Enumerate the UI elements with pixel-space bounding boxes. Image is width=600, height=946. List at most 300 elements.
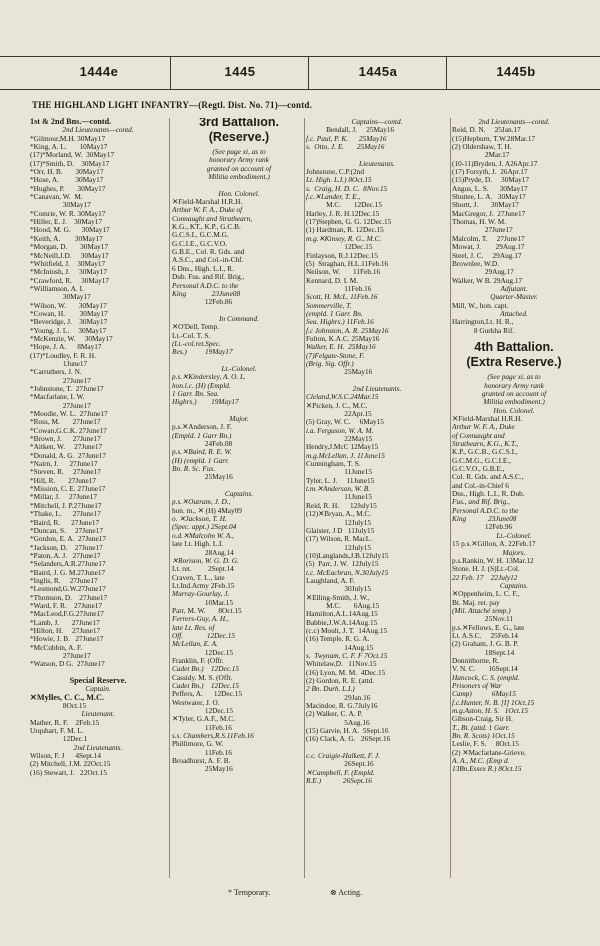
entry-line: *Jackson, D. 27June17	[30, 542, 103, 552]
entry-line: s. Otto, J. E. 25May16	[306, 142, 385, 152]
entry-line: ✕Rorison, W. G. D. G.	[172, 555, 239, 565]
entry-line: *Gilmour,M.H. 30May17	[30, 133, 106, 143]
entry-line: Parr, M. W. 8Oct.15	[172, 605, 242, 615]
entry-line: (Brig. Sig. Offr.)	[306, 358, 354, 368]
entry-line: *Millar, J. 27June17	[30, 492, 97, 502]
entry-line: Res.) 19May17	[172, 347, 233, 357]
entry-line: p.s.✕Anderson, J. F.	[172, 422, 233, 432]
entry-line: Mowat, J. 29Aug.17	[452, 242, 525, 252]
entry-line: 8Oct.15	[30, 701, 87, 711]
entry-line: Laughland, A. F.	[306, 575, 355, 585]
entry-line: (2) Walker, C. A. P.	[306, 709, 363, 719]
entry-line: Kennard, D. I. M.	[306, 275, 359, 285]
entry-line: Johnstone, C.P.(2nd	[306, 167, 364, 177]
entry-line: 11Feb.16	[306, 283, 372, 293]
entry-line: 22Apr.15	[306, 409, 372, 419]
entry-line: late Lt. High. L.I.	[172, 539, 224, 549]
entry-line: Highrs.) 19May17	[172, 397, 239, 407]
entry-line: Brownlee, W.D.	[452, 258, 500, 268]
column-1	[30, 118, 166, 777]
entry-line: granted on account of	[206, 163, 272, 173]
entry-line: *Thomson, D. 27June17	[30, 592, 108, 602]
entry-line: (16) Clark, A. G. 26Sept.16	[306, 734, 391, 744]
entry-line: Thomas, H. W. M.	[452, 217, 507, 227]
entry-line: 12Dec.15	[306, 242, 373, 252]
entry-line: Broadhurst, A. F. B.	[172, 756, 231, 766]
entry-line: Westwater, J. O.	[172, 697, 220, 707]
entry-line: (5) Straghan, H.L.11Feb.16	[306, 258, 389, 268]
entry-line: *Johnstone, T. 27June17	[30, 384, 104, 393]
entry-line: 12Dec.15	[172, 706, 234, 716]
entry-line: G.C.S.I., G.C.M.G.	[172, 230, 229, 240]
entry-line: *McKenzie, W. 30May17	[30, 333, 113, 343]
entry-line: *Hiller, E. J. 30May17	[30, 217, 103, 227]
entry-line: s.s. Chambers,R.S.11Feb.16	[172, 731, 254, 741]
entry-line: Stone. H. J. (S)Lt.-Col.	[452, 564, 520, 574]
entry-line: Steel, J. C. 29Aug.17	[452, 250, 522, 260]
entry-line: 6 Dns., High. L.I., R.	[172, 263, 234, 273]
entry-line: Gibson-Craig, Sir H.	[452, 714, 513, 724]
entry-line: *Donald, A. G. 27June17	[30, 450, 107, 460]
entry-line: Tyler, L. J. 11June15	[306, 475, 375, 485]
entry-line: King 23June08	[172, 288, 241, 298]
entry-line: *Steven, R. 27June17	[30, 467, 101, 477]
entry-line: Angus, L. S. 30May17	[452, 183, 528, 193]
entry-line: p.s.✕Baird, R. E. W.	[172, 447, 232, 457]
entry-line: *Ward, F. R. 27June17	[30, 600, 102, 610]
entry-line: *Inglis, R. 27June17	[30, 575, 98, 585]
entry-line: 27June17	[30, 375, 91, 385]
entry-line: ✕Tyler, G.A.F., M.C.	[172, 714, 235, 724]
entry-line: K.G., KT., K.P., G.C.B.	[172, 222, 241, 232]
entry-line: G.C.I.E., G.C.V.O.	[172, 238, 228, 248]
entry-line: 8 Gurkha Rif.	[452, 325, 515, 335]
entry-line: honorary Army rank	[209, 155, 269, 165]
entry-line: *Gordon, E. A. 27June17	[30, 534, 107, 544]
entry-line: s. Twynam, C. F. F 7Oct.15	[306, 651, 388, 660]
entry-line: (Extra Reserve.)	[466, 355, 562, 370]
entry-line: 22May15	[306, 434, 373, 444]
entry-line: (Empld. 1 Garr Bn.)	[172, 430, 232, 440]
entry-line: *Lamb, J. 27June17	[30, 617, 100, 627]
entry-line: 27June17	[452, 225, 513, 235]
entry-line: M.C. 12Dec.15	[306, 200, 383, 210]
entry-line: *Whitfield, J. 30May17	[30, 258, 106, 268]
entry-line: (17)*Morland, W. 30May17	[30, 150, 115, 160]
entry-line: 2nd Lieutenants.	[352, 384, 402, 393]
entry-line: f.c.Hunter, N. B. [I] 1Oct.15	[452, 697, 535, 707]
entry-line: *Paton, A. J. 27June17	[30, 550, 101, 560]
entry-line: *Brown, J. 27June17	[30, 434, 101, 444]
entry-line: Lt. ret. 2Sept.14	[172, 564, 234, 574]
entry-line: ✕Elling-Smith, J. W.,	[306, 592, 370, 602]
entry-line: (16) Stewart, J. 22Oct.15	[30, 767, 108, 777]
column-3	[306, 118, 448, 786]
entry-line: *Williamson, A. I.	[30, 283, 84, 293]
page-number-1444e: 1444e	[79, 64, 119, 79]
entry-line: Captains—contd.	[351, 118, 403, 126]
entry-line: Off. 12Dec.15	[172, 630, 236, 640]
entry-line: Lieutenant.	[81, 709, 115, 719]
entry-line: p.s.✕Kindersley, A. O. L.	[172, 372, 246, 382]
entry-line: 14Aug.15	[306, 642, 374, 652]
entry-line: *Watson, D G. 27June17	[30, 659, 105, 669]
entry-line: *Moodie, W. L. 27June17	[30, 409, 108, 419]
entry-line: Donnithorne, R.	[452, 655, 500, 665]
entry-line: 10Mar.15	[172, 597, 234, 607]
entry-line: o.d.✕Malcolm W. A.,	[172, 530, 234, 540]
entry-line: c.c. Craigie-Halkett, F. J.	[306, 751, 381, 761]
entry-line: p.s.✕Outram, J. D.,	[172, 497, 231, 507]
entry-line: G.C.M.G., G.C.I.E.,	[452, 455, 511, 465]
entry-line: Lt. High. L.I.) 8Oct.15	[306, 175, 372, 185]
entry-line: *Hughes, P. 30May17	[30, 183, 106, 193]
entry-line: *Hose, A. 30May17	[30, 175, 104, 185]
entry-line: *MacLeod,F.G.27June17	[30, 609, 104, 619]
entry-line: ✕O'Dell, Temp.	[172, 322, 220, 332]
entry-line: (16) Temple, R. G. A.	[306, 634, 370, 644]
entry-line: m.g.McLellan, J. 11June15	[306, 450, 385, 460]
entry-line: *Mission, C. E. 27June17	[30, 484, 106, 494]
entry-line: G.B.E., Col. R. Gds. and	[172, 247, 245, 257]
entry-line: *Comrie, W. R. 30May17	[30, 208, 106, 218]
entry-line: (c.c) Moult, J. T. 14Aug.15	[306, 625, 388, 635]
entry-line: (15) Garvie, H. A. 5Sept.16	[306, 726, 389, 736]
entry-line: (17)*Smith, D. 30May17	[30, 158, 110, 168]
entry-line: *Hilton, H. 27June17	[30, 625, 101, 635]
entry-line: m.g.Aston, H. S. 1Oct.15	[452, 706, 529, 716]
entry-line: Quarter-Master.	[490, 292, 538, 302]
entry-line: and Col.-in-Chief 6	[452, 480, 509, 490]
entry-line: (5) Gray, W. C. 6May15	[306, 417, 384, 427]
entry-line: *Hope, J. A. 8May17	[30, 342, 102, 352]
page-number-1445a: 1445a	[358, 64, 398, 79]
entry-line: 27June17	[30, 400, 91, 410]
entry-line: 29Jan.16	[306, 692, 371, 702]
entry-line: (See page xi, as to	[212, 147, 266, 156]
entry-line: Lt. A.S.C. 25Feb.14	[452, 630, 518, 640]
entry-line: M.C. 6Aug.15	[306, 600, 380, 610]
entry-line: Babbie,J.W.A.14Aug.15	[306, 617, 378, 627]
entry-line: Sea. Highrs.) 11Feb.16	[306, 317, 374, 327]
entry-line: ✕Campbell, F. (Empld.	[306, 767, 375, 777]
column-2	[172, 118, 306, 774]
entry-line: f.c Johnston, A. R. 25May16	[306, 325, 389, 335]
entry-line: *Crawford, R. 30May17	[30, 275, 110, 285]
entry-line: Hon. Colonel.	[493, 405, 535, 415]
entry-line: 29Aug.17	[452, 267, 514, 277]
entry-line: Glaister, J D 11July15	[306, 525, 375, 535]
entry-line: *Lesmond,G.W.27June17	[30, 584, 106, 594]
entry-line: *Beveridge, J. 30May17	[30, 317, 108, 327]
entry-line: Malcolm, T. 27June17	[452, 233, 525, 243]
entry-line: Hancock, C. S. (empld.	[452, 672, 520, 682]
entry-line: Reid, D. N. 25Jan.17	[452, 125, 521, 135]
entry-line: *Cowan,G.C.K. 27June17	[30, 425, 107, 435]
entry-line: K.P., G.C.B., G.C.S.I.,	[452, 447, 518, 457]
entry-line: 1June17	[30, 358, 88, 368]
entry-line: *Morgan, D. 30May17	[30, 242, 109, 252]
page-number-bar	[0, 56, 600, 90]
entry-line: (5) Parr, J. W. 12July15	[306, 559, 379, 569]
entry-line: 28Aug.14	[172, 547, 234, 557]
entry-line: 11June15	[306, 492, 373, 502]
entry-line: (17) Wilson, R. MacL.	[306, 534, 373, 544]
entry-line: Harley, J. R. H.12Dec.15	[306, 208, 380, 218]
entry-line: f.c. Paul, P. K. 25May16	[306, 133, 387, 143]
entry-line: Hendry,J.McC 12May15	[306, 442, 379, 452]
entry-line: *Young, J. L. 30May17	[30, 325, 107, 335]
entry-line: Hon. Colonel.	[218, 188, 260, 198]
entry-line: 2nd Lieutenants.	[73, 742, 123, 752]
entry-line: *Nairn, J. 27June17	[30, 459, 98, 469]
entry-line: *Keith, A. 30May17	[30, 233, 103, 243]
entry-line: Whitelaw,D. 11Nov.15	[306, 659, 377, 669]
entry-line: (See page xi, as to	[487, 372, 541, 382]
entry-line: Captains.	[499, 580, 529, 590]
entry-line: (2) Graham, J. G. B. P.	[452, 639, 519, 649]
entry-line: of Connaught and	[452, 430, 505, 440]
entry-line: Mill, W., hon. capt.	[452, 300, 509, 310]
entry-line: Lt.-Colonel.	[221, 363, 257, 373]
entry-line: *McIntosh, J. 30May17	[30, 267, 108, 277]
entry-line: Harrington,Lt. H. R.,	[452, 317, 514, 327]
entry-line: p.s.✕Fellows, E. G., late	[452, 622, 525, 632]
entry-line: Murray-Gourlay, J.	[172, 589, 230, 599]
column-4	[452, 118, 576, 774]
entry-line: Ferrers-Guy, A. H.,	[172, 614, 229, 624]
entry-line: Franklin, F. (Offr.	[172, 655, 224, 665]
entry-line: (1) Hardman, R. 12Dec.15	[306, 225, 384, 235]
entry-line: *Thake, L. 27June17	[30, 509, 101, 519]
entry-line: Scott, H. McL. 11Feb.16	[306, 292, 378, 302]
entry-line: *Hood, M. G. 30May17	[30, 225, 110, 235]
entry-line: hon.l.c. (H) (Empld.	[172, 380, 231, 390]
entry-line: o. ✕Jackson, T. H.	[172, 514, 227, 524]
entry-line: (17) Forsyth, J. 26Apr.17	[452, 167, 528, 177]
entry-line: Shortt, J. 30May17	[452, 200, 519, 210]
entry-line: Captain.	[85, 684, 111, 694]
entry-line: Finlayson, R.J.12Dec.15	[306, 250, 378, 260]
entry-line: Majors.	[502, 547, 526, 557]
entry-line: Prisoners of War	[452, 681, 502, 690]
entry-line: Camp) 6May15	[452, 689, 516, 699]
entry-line: Mather, R. F. 2Feb.15	[30, 717, 100, 727]
column-divider	[304, 118, 305, 878]
entry-line: Craven, T. L., late	[172, 572, 225, 582]
entry-line: Neilson, W. 11Feb.16	[306, 267, 381, 277]
entry-line: (Mil. Attaché temp.)	[452, 605, 511, 615]
entry-line: 25Nov.11	[452, 614, 514, 624]
entry-line: (15)Pryde, D. 30May17	[452, 175, 530, 185]
entry-line: ✕Mylles, C. C., M.C.	[30, 692, 104, 702]
entry-line: (15)Hepburn, T.W.28Mar.17	[452, 133, 536, 143]
entry-line: 4th Battalion.	[474, 340, 554, 355]
entry-line: (Reserve.)	[208, 130, 270, 144]
entry-line: ✕Oppenheim, L. C. F.,	[452, 589, 520, 599]
entry-line: 12Feb.86	[172, 297, 233, 307]
entry-line: Dub. Fus. and Rif. Brig.,	[172, 272, 245, 282]
entry-line: *King, A. L. 10May17	[30, 142, 108, 152]
entry-line: Dns., High. L.I., R. Dub.	[452, 489, 525, 499]
entry-line: A.S.C., and Col.-in-Chf.	[172, 255, 244, 265]
entry-line: ✕Picken, J. C., M.C.	[306, 400, 368, 410]
entry-line: *Selanders,A.R.27June17	[30, 559, 106, 569]
entry-line: 12Dec.15	[172, 647, 234, 657]
entry-line: Bt. Maj. ret. pay	[452, 597, 500, 607]
entry-line: (2) ✕Macfarlane-Grieve,	[452, 747, 526, 757]
entry-line: 12Feb.96	[452, 522, 513, 532]
entry-line: 2nd Lieutenants—contd.	[62, 125, 134, 135]
entry-line: MacGregor, J. 27June17	[452, 208, 526, 218]
entry-line: Captains.	[224, 489, 254, 499]
entry-line: 15 p.s.✕Gillon, A. 22Feb.17	[452, 539, 536, 549]
entry-line: 5Aug.16	[306, 717, 370, 727]
entry-line: t.m.✕Anderson, W. B.	[306, 484, 371, 494]
entry-line: (2) Mitchell, J.M. 22Oct.15	[30, 759, 111, 769]
entry-line: *McNeill,J.D. 30May17	[30, 250, 109, 260]
entry-line: (10-11)Bryden, J. A26Apr.17	[452, 158, 538, 168]
entry-line: 13Bn.Essex R.) 8Oct.15	[452, 764, 522, 774]
entry-line: Connaught and Strathearn,	[172, 213, 253, 223]
entry-line: Attached.	[500, 308, 528, 318]
entry-line: 30May17	[30, 200, 91, 210]
entry-line: 2Mar.17	[452, 150, 510, 160]
entry-line: 11June15	[306, 467, 373, 477]
entry-line: (17)*Loudley, F. R. H.	[30, 350, 97, 360]
entry-line: Bn. R. Scots) 1Oct.15	[452, 731, 515, 741]
entry-line: Hamilton,A.L.14Aug.15	[306, 609, 378, 619]
entry-line: (12)✕Bryan, A., M.C.	[306, 509, 372, 519]
entry-line: Bn. R. Sc. Fus.	[172, 464, 216, 474]
entry-line: *Howie, J. B. 27June17	[30, 634, 104, 644]
entry-line: 3rd Battalion.	[199, 118, 279, 129]
entry-line: *Baird, R. 27June17	[30, 517, 100, 527]
entry-line: 2 Bn. Durh. L.I.)	[306, 684, 355, 694]
footnote-acting: ⊗ Acting.	[330, 888, 363, 897]
entry-line: G.C.V.O., G.B.E.,	[452, 464, 505, 474]
entry-line: p.s.Rankin, W. H. 13Mar.12	[452, 555, 534, 565]
entry-line: Sommerville, T.	[306, 300, 352, 310]
page-number-1445b: 1445b	[496, 64, 536, 79]
entry-line: *Cowan, H. 30May17	[30, 308, 108, 318]
entry-line: (2) Oldershaw, T. H.	[452, 142, 512, 152]
entry-line: Walker, E. H. 25May16	[306, 342, 376, 352]
entry-line: *Carruthers, J. N.	[30, 367, 82, 377]
entry-line: V. N. C. 16Sept.14	[452, 664, 518, 674]
entry-line: 18Sept.14	[452, 647, 515, 657]
entry-line: 12July15	[306, 517, 372, 527]
entry-line: *Orr, H. B. 30May17	[30, 167, 104, 177]
entry-line: Fus., and Rif. Brig.,	[452, 497, 510, 507]
entry-line: *Canavan, W. M.	[30, 192, 83, 202]
entry-line: m.g.✕Kinsey, R. G., M.C.	[306, 233, 382, 243]
entry-line: Militia embodiment.)	[208, 172, 270, 182]
entry-line: *Duncan, S. 27June17	[30, 525, 103, 535]
entry-line: Macindoe, R. G.7July16	[306, 701, 378, 711]
entry-line: Lt.-Colonel.	[496, 530, 532, 540]
entry-line: t.c. McEachran, N.30July15	[306, 567, 389, 577]
entry-line: Shuttee, L. A. 30May17	[452, 192, 526, 202]
entry-line: Personal A.D.C. to the	[172, 280, 239, 290]
entry-line: A. A., M.C. (Emp d.	[452, 756, 510, 766]
entry-line: Cassidy. M. S. (Offr.	[172, 672, 233, 682]
entry-line: *Ross, M. 27June17	[30, 417, 101, 427]
entry-line: Cunningham, T. S.	[306, 459, 361, 469]
column-divider	[169, 118, 170, 878]
entry-line: *Aitken, W. 27June17	[30, 442, 103, 452]
entry-line: ✕Field-Marshal H.R.H.	[172, 197, 243, 207]
entry-line: 24Feb.08	[172, 439, 233, 449]
entry-line: *Hill, R. 27June17	[30, 475, 97, 485]
entry-line: s. Craig, H. D. C. 8Nov.15	[306, 183, 388, 193]
entry-line: Peffers, A. 12Dec.15	[172, 689, 242, 699]
entry-line: 12July15	[306, 542, 372, 552]
entry-line: granted on account of	[481, 388, 547, 398]
entry-line: *Wilson, W. 30May17	[30, 300, 107, 310]
entry-line: 25May16	[172, 472, 233, 482]
entry-line: *Mitchell, J. P.27June17	[30, 500, 102, 510]
entry-line: 30May17	[30, 292, 91, 302]
entry-line: Walker, W B. 29Aug.17	[452, 275, 523, 285]
entry-line: Col. R. Gds. and A.S.C.,	[452, 472, 524, 482]
entry-line: (Spec. appt.) 2Sept.04	[172, 522, 237, 532]
entry-line: *Baird, J. G. M.27June17	[30, 567, 106, 577]
entry-line: 30July15	[306, 584, 372, 594]
entry-line: Arthur W. F. A., Duke of	[172, 205, 243, 215]
entry-line: Cleland,W.S.C.24Mar.15	[306, 392, 379, 402]
entry-line: 25May16	[172, 764, 233, 774]
entry-line: Bendall, J. 25May16	[306, 125, 395, 135]
entry-line: Fulton, K.A.C. 25May16	[306, 333, 380, 343]
entry-line: 22 Feb. 17 22July12	[452, 572, 518, 582]
entry-line: R.E.) 26Sept.16	[306, 776, 372, 786]
entry-line: McLellan, E. A.	[172, 639, 218, 649]
entry-line: Strathearn, K.G., K.T.,	[452, 439, 519, 449]
entry-line: (empld. 1 Garr. Bn.	[306, 308, 363, 318]
entry-line: (2) Gordon, R. E. (attd.	[306, 676, 375, 686]
entry-line: Lt.Ind.Army 2Feb.15	[172, 580, 235, 590]
entry-line: Personal A.D.C. to the	[452, 505, 519, 515]
entry-line: Cadet Bn.) 12Dec.15	[172, 681, 240, 690]
column-divider	[450, 118, 451, 878]
entry-line: 2nd Lieutenants—contd.	[478, 118, 550, 126]
entry-line: Wilson, F. J 4Sept.14	[30, 751, 102, 761]
entry-line: 25May16	[306, 367, 373, 377]
entry-line: *McCubbin, A. F.	[30, 642, 83, 652]
entry-line: Arthur W. F. A., Duke	[452, 422, 515, 432]
entry-line: (17)Stephen, G. G. 12Dec.15	[306, 217, 392, 227]
entry-line: (H) (empld. 1 Garr.	[172, 455, 229, 465]
entry-line: Special Reserve.	[69, 676, 127, 686]
entry-line: *Macfarlane, I. W.	[30, 392, 85, 402]
entry-line: (Lt.-col.ret.Spec.	[172, 338, 221, 348]
entry-line: Militia embodiment.)	[483, 397, 545, 407]
entry-line: i.a. Ferguson, W. A. M.	[306, 425, 374, 435]
entry-line: Cadet Bn.) 12Dec.15	[172, 664, 240, 674]
entry-line: (16) Lyon, M. M. 4Dec.15	[306, 667, 386, 677]
entry-line: honorary Army rank	[484, 380, 544, 390]
entry-line: King 23June08	[452, 514, 517, 524]
entry-line: late Lt. Res. of	[172, 622, 215, 632]
entry-line: Lieutenants.	[359, 158, 395, 168]
entry-line: T., Bt. (attd. 1 Garr.	[452, 722, 510, 732]
entry-line: Phillimore, G. W.	[172, 739, 224, 749]
regiment-header: THE HIGHLAND LIGHT INFANTRY—(Regtl. Dist. No. 71)—contd.	[32, 100, 313, 110]
entry-line: 11Feb.16	[172, 747, 232, 757]
entry-line: Adjutant.	[500, 283, 528, 293]
entry-line: Lt.-Col. T. S.	[172, 330, 211, 340]
